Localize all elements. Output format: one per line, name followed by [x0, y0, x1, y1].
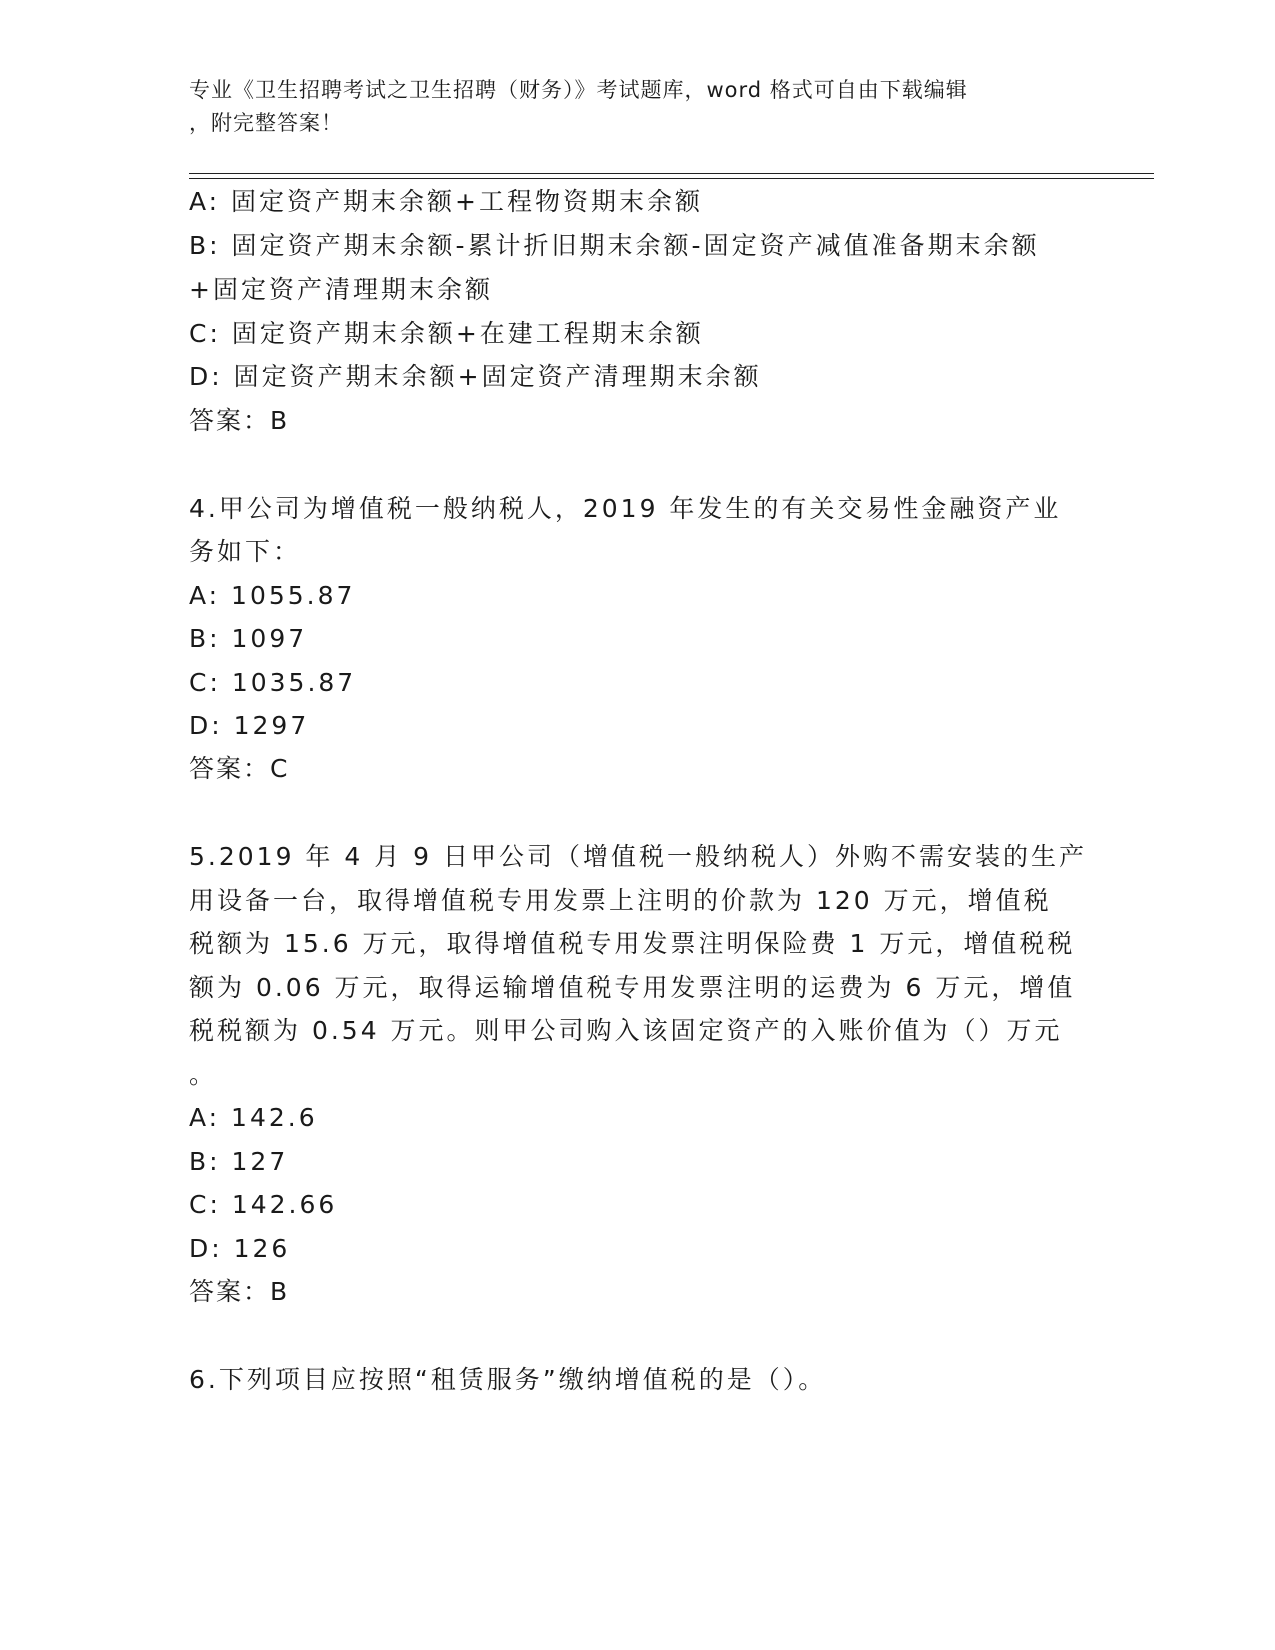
q3-option-a: A: 固定资产期末余额+工程物资期末余额 [189, 187, 703, 216]
q3-option-c: C: 固定资产期末余额+在建工程期末余额 [189, 319, 704, 348]
q5-stem-line-3: 税额为 15.6 万元，取得增值税专用发票注明保险费 1 万元，增值税税 [189, 929, 1076, 958]
q5-option-b: B: 127 [189, 1147, 289, 1176]
q5-stem-line-5: 税税额为 0.54 万元。则甲公司购入该固定资产的入账价值为（）万元 [189, 1016, 1063, 1045]
q4-stem-line-1: 4.甲公司为增值税一般纳税人，2019 年发生的有关交易性金融资产业 [189, 494, 1062, 523]
q3-option-b-continued: +固定资产清理期末余额 [189, 275, 493, 304]
header-divider-top [189, 173, 1154, 174]
q4-answer: 答案：C [189, 754, 290, 783]
q4-option-d: D: 1297 [189, 711, 310, 740]
header-line-2: ，附完整答案！ [189, 111, 343, 135]
q5-stem-line-4: 额为 0.06 万元，取得运输增值税专用发票注明的运费为 6 万元，增值 [189, 973, 1076, 1002]
document-header [189, 74, 1089, 140]
q5-stem-line-1: 5.2019 年 4 月 9 日甲公司（增值税一般纳税人）外购不需安装的生产 [189, 842, 1088, 871]
header-line-1: 专业《卫生招聘考试之卫生招聘（财务）》考试题库，word 格式可自由下载编辑 [189, 78, 968, 102]
q4-stem-line-2: 务如下： [189, 537, 302, 566]
q4-option-c: C: 1035.87 [189, 668, 357, 697]
q6-stem-line-1: 6.下列项目应按照“租赁服务”缴纳增值税的是（）。 [189, 1365, 827, 1394]
q5-stem-line-6: 。 [189, 1060, 218, 1089]
header-divider-bottom [189, 178, 1154, 179]
q5-option-c: C: 142.66 [189, 1190, 338, 1219]
q4-option-a: A: 1055.87 [189, 581, 356, 610]
q5-stem-line-2: 用设备一台，取得增值税专用发票上注明的价款为 120 万元，增值税 [189, 886, 1052, 915]
q5-option-d: D: 126 [189, 1234, 291, 1263]
q3-option-d: D: 固定资产期末余额+固定资产清理期末余额 [189, 362, 762, 391]
q5-option-a: A: 142.6 [189, 1103, 318, 1132]
q4-option-b: B: 1097 [189, 624, 308, 653]
q3-option-b: B: 固定资产期末余额-累计折旧期末余额-固定资产减值准备期末余额 [189, 231, 1040, 260]
q3-answer: 答案：B [189, 406, 290, 435]
q5-answer: 答案：B [189, 1277, 290, 1306]
